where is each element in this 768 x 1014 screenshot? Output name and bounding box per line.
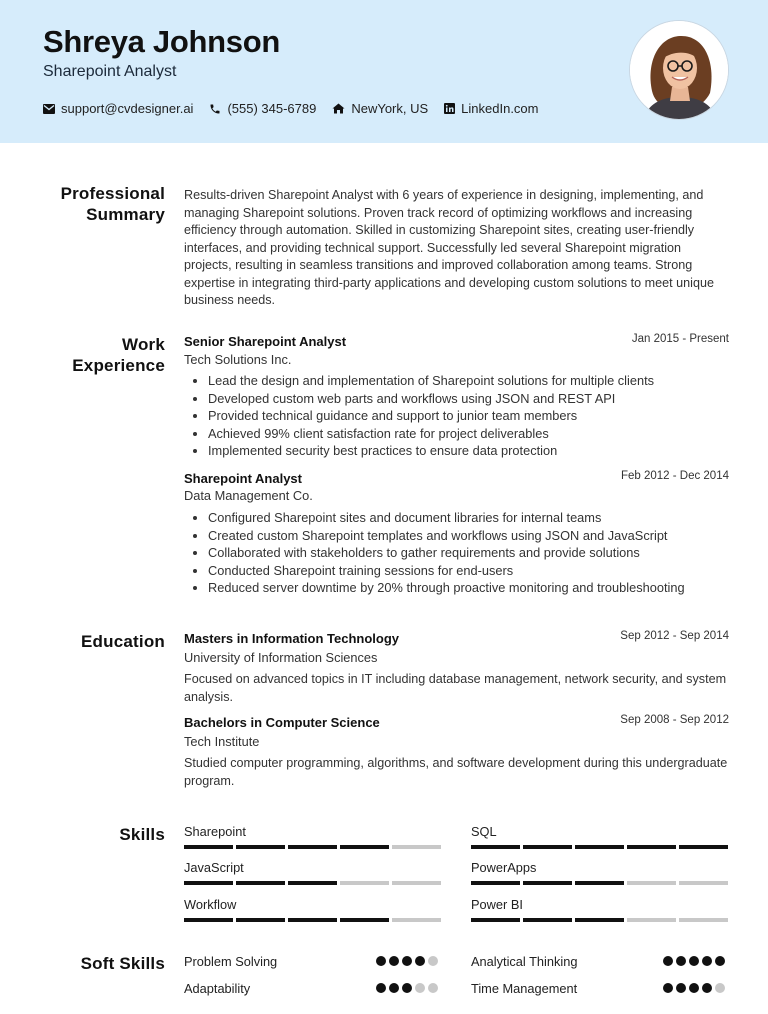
- skill-level-segment: [392, 845, 441, 849]
- skill-level-segment: [236, 918, 285, 922]
- work-heading: [20, 334, 165, 376]
- list-item: Developed custom web parts and workflows using JSON and REST API: [208, 390, 728, 408]
- edu-2-description: Studied computer programming, algorithms, and software development during this undergraduate program.: [184, 756, 728, 788]
- skill-level-segment: [575, 918, 624, 922]
- job-2-title: Sharepoint Analyst: [184, 471, 302, 486]
- job-1-title: Senior Sharepoint Analyst: [184, 334, 347, 349]
- rating-dot: [415, 956, 425, 966]
- summary-text: Results-driven Sharepoint Analyst with 6 years of experience in designing, implementing, and managing Sharepoint solutions. Proven track record of optimizing workflows and increasing efficiency through automation. Skilled in customizing Sharepoint sites, creating user-friendly interfaces, and providing technical support. Successfully led several Sharepoint migration projects, resulting in seamless transitions and improved collaboration among teams. Strong expertise in integrating third-party applications and developing custom solutions to meet unique business needs.: [184, 188, 714, 307]
- soft-skills-heading: Soft Skills: [80, 954, 165, 973]
- home-icon: [332, 103, 345, 114]
- soft-skill-rating: [663, 983, 725, 993]
- linkedin-icon: [444, 103, 455, 114]
- skills-heading: Skills: [119, 825, 165, 844]
- soft-skill-name: Adaptability: [184, 981, 251, 996]
- soft-skill-rating: [663, 956, 725, 966]
- job-1-bullets: [208, 372, 728, 460]
- skill-name: SQL: [471, 824, 497, 839]
- list-item: Achieved 99% client satisfaction rate for project deliverables: [208, 425, 728, 443]
- skill-level-segment: [392, 918, 441, 922]
- rating-dot: [676, 956, 686, 966]
- candidate-name: Shreya Johnson: [43, 24, 280, 59]
- skill-level-segment: [471, 845, 520, 849]
- edu-1-date: Sep 2012 - Sep 2014: [620, 630, 729, 642]
- skill-level-segment: [184, 845, 233, 849]
- summary-heading-line1: Professional: [60, 184, 165, 203]
- job-1-date: Jan 2015 - Present: [631, 333, 729, 345]
- skill-level-bar: [471, 918, 728, 922]
- job-2-date: Feb 2012 - Dec 2014: [620, 470, 729, 482]
- skill-level-segment: [471, 918, 520, 922]
- skill-level-segment: [184, 918, 233, 922]
- work-heading-line1: Work: [122, 335, 165, 354]
- list-item: Created custom Sharepoint templates and workflows using JSON and JavaScript: [208, 527, 728, 545]
- edu-2-date: Sep 2008 - Sep 2012: [620, 714, 729, 726]
- rating-dot: [402, 956, 412, 966]
- soft-skill-rating: [376, 983, 438, 993]
- rating-dot: [402, 983, 412, 993]
- soft-skill-name: Time Management: [471, 981, 578, 996]
- skill-name: Sharepoint: [184, 824, 246, 839]
- job-2-company: Data Management Co.: [184, 488, 313, 503]
- skill-level-segment: [679, 845, 728, 849]
- skill-level-segment: [392, 881, 441, 885]
- skill-level-segment: [236, 845, 285, 849]
- edu-1-degree: Masters in Information Technology: [184, 631, 400, 646]
- location-text: NewYork, US: [351, 101, 429, 116]
- resume-header: [0, 0, 768, 143]
- list-item: Provided technical guidance and support to junior team members: [208, 407, 728, 425]
- phone-icon: [209, 103, 221, 115]
- contact-row: [43, 101, 539, 116]
- list-item: Implemented security best practices to ensure data protection: [208, 442, 728, 460]
- rating-dot: [702, 983, 712, 993]
- linkedin-text: LinkedIn.com: [461, 101, 539, 116]
- skill-level-bar: [471, 881, 728, 885]
- skill-level-segment: [340, 918, 389, 922]
- skill-level-segment: [523, 881, 572, 885]
- skill-level-segment: [575, 845, 624, 849]
- skill-level-segment: [575, 881, 624, 885]
- skill-level-bar: [184, 845, 441, 849]
- list-item: Conducted Sharepoint training sessions for end-users: [208, 562, 728, 580]
- list-item: Configured Sharepoint sites and document libraries for internal teams: [208, 509, 728, 527]
- skill-level-segment: [288, 918, 337, 922]
- edu-1-school: University of Information Sciences: [184, 650, 378, 665]
- skill-level-segment: [471, 881, 520, 885]
- skill-level-segment: [236, 881, 285, 885]
- skill-level-segment: [679, 881, 728, 885]
- edu-2-school: Tech Institute: [184, 734, 260, 749]
- list-item: Lead the design and implementation of Sharepoint solutions for multiple clients: [208, 372, 728, 390]
- skill-level-segment: [340, 845, 389, 849]
- skill-level-segment: [523, 845, 572, 849]
- skill-level-segment: [627, 845, 676, 849]
- skill-level-bar: [471, 845, 728, 849]
- rating-dot: [428, 983, 438, 993]
- rating-dot: [376, 983, 386, 993]
- rating-dot: [389, 956, 399, 966]
- skill-level-segment: [627, 918, 676, 922]
- profile-photo: [629, 20, 729, 120]
- education-heading: Education: [81, 632, 165, 651]
- rating-dot: [689, 983, 699, 993]
- skill-level-segment: [184, 881, 233, 885]
- contact-linkedin[interactable]: [444, 101, 538, 116]
- edu-1-description: Focused on advanced topics in IT including database management, network security, and system analysis.: [184, 672, 727, 704]
- skill-name: Power BI: [471, 897, 523, 912]
- skill-level-bar: [184, 918, 441, 922]
- skill-name: Workflow: [184, 897, 237, 912]
- summary-heading-line2: Summary: [86, 205, 165, 224]
- skill-level-segment: [523, 918, 572, 922]
- soft-skill-name: Problem Solving: [184, 954, 278, 969]
- skill-name: PowerApps: [471, 860, 537, 875]
- work-heading-line2: Experience: [72, 356, 165, 375]
- rating-dot: [389, 983, 399, 993]
- contact-location[interactable]: [332, 101, 428, 116]
- skill-level-segment: [340, 881, 389, 885]
- rating-dot: [428, 956, 438, 966]
- job-2-bullets: [208, 509, 728, 597]
- job-title: Sharepoint Analyst: [43, 63, 177, 80]
- rating-dot: [676, 983, 686, 993]
- skill-level-bar: [184, 881, 441, 885]
- list-item: Reduced server downtime by 20% through proactive monitoring and troubleshooting: [208, 579, 728, 597]
- rating-dot: [376, 956, 386, 966]
- soft-skill-rating: [376, 956, 438, 966]
- skill-level-segment: [288, 881, 337, 885]
- summary-heading: [20, 183, 165, 225]
- rating-dot: [415, 983, 425, 993]
- rating-dot: [702, 956, 712, 966]
- rating-dot: [715, 956, 725, 966]
- envelope-icon: [43, 104, 55, 114]
- edu-2-degree: Bachelors in Computer Science: [184, 715, 380, 730]
- contact-email[interactable]: [43, 101, 193, 116]
- skill-level-segment: [288, 845, 337, 849]
- rating-dot: [663, 983, 673, 993]
- skill-level-segment: [679, 918, 728, 922]
- soft-skill-name: Analytical Thinking: [471, 954, 578, 969]
- rating-dot: [715, 983, 725, 993]
- email-text: support@cvdesigner.ai: [61, 101, 194, 116]
- skill-level-segment: [627, 881, 676, 885]
- rating-dot: [663, 956, 673, 966]
- list-item: Collaborated with stakeholders to gather requirements and provide solutions: [208, 544, 728, 562]
- contact-phone[interactable]: [209, 101, 316, 116]
- job-1-company: Tech Solutions Inc.: [184, 352, 292, 367]
- rating-dot: [689, 956, 699, 966]
- phone-text: (555) 345-6789: [227, 101, 317, 116]
- skill-name: JavaScript: [184, 860, 244, 875]
